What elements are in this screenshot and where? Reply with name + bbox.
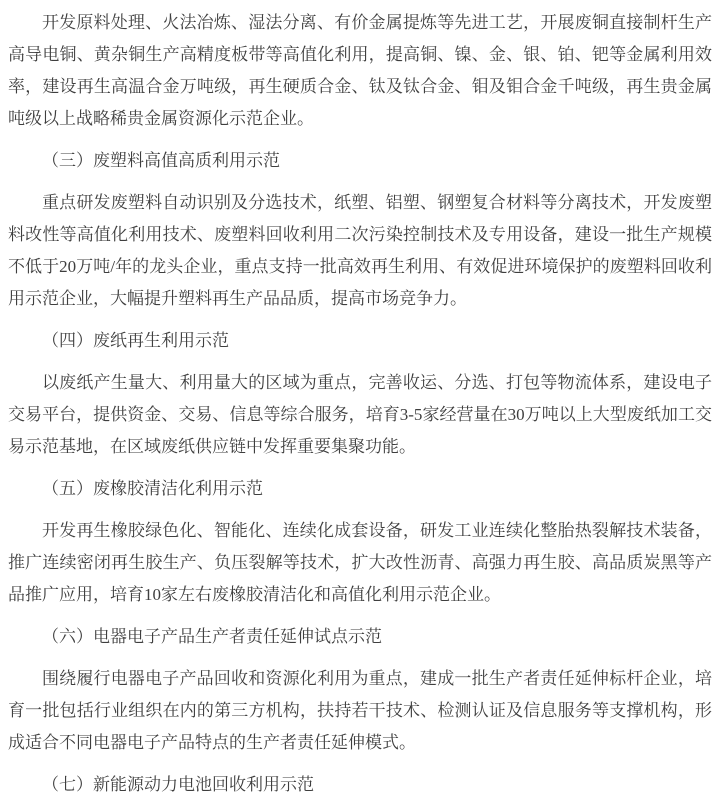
paragraph-metals-recycling: 开发原料处理、火法冶炼、湿法分离、有价金属提炼等先进工艺，开展废铜直接制杆生产高导电铜、黄杂铜生产高精度板带等高值化利用，提高铜、镍、金、银、铂、钯等金属利用效率，建设再生高温合金万吨级，再生硬质合金、钛及钛合金、钼及钼合金千吨级，再生贵金属吨级以上战略稀贵金属资源化示范企业。 [8,13,712,128]
paragraph-electronics-epr: 围绕履行电器电子产品回收和资源化利用为重点，建成一批生产者责任延伸标杆企业，培育一批包括行业组织在内的第三方机构，扶持若干技术、检测认证及信息服务等支撑机构，形成适合不同电器电子产品特点的生产者责任延伸模式。 [8,669,712,752]
section-heading-5-waste-rubber: （五）废橡胶清洁化利用示范 [42,479,263,498]
section-heading-4-waste-paper: （四）废纸再生利用示范 [42,331,229,350]
section-heading-3-waste-plastics: （三）废塑料高值高质利用示范 [42,151,280,170]
paragraph-waste-paper: 以废纸产生量大、利用量大的区域为重点，完善收运、分选、打包等物流体系，建设电子交易平台，提供资金、交易、信息等综合服务，培育3-5家经营量在30万吨以上大型废纸加工交易示范基地，在区域废纸供应链中发挥重要集聚功能。 [8,373,712,456]
paragraph-waste-rubber: 开发再生橡胶绿色化、智能化、连续化成套设备，研发工业连续化整胎热裂解技术装备，推广连续密闭再生胶生产、负压裂解等技术，扩大改性沥青、高强力再生胶、高品质炭黑等产品推广应用，培育10家左右废橡胶清洁化和高值化利用示范企业。 [8,521,712,604]
section-heading-6-electronics-epr: （六）电器电子产品生产者责任延伸试点示范 [42,627,382,646]
paragraph-waste-plastics: 重点研发废塑料自动识别及分选技术，纸塑、铝塑、钢塑复合材料等分离技术，开发废塑料改性等高值化利用技术、废塑料回收利用二次污染控制技术及专用设备，建设一批生产规模不低于20万吨/年的龙头企业，重点支持一批高效再生利用、有效促进环境保护的废塑料回收利用示范企业，大幅提升塑料再生产品品质，提高市场竞争力。 [8,193,712,308]
section-heading-7-battery-recycling: （七）新能源动力电池回收利用示范 [42,775,314,794]
